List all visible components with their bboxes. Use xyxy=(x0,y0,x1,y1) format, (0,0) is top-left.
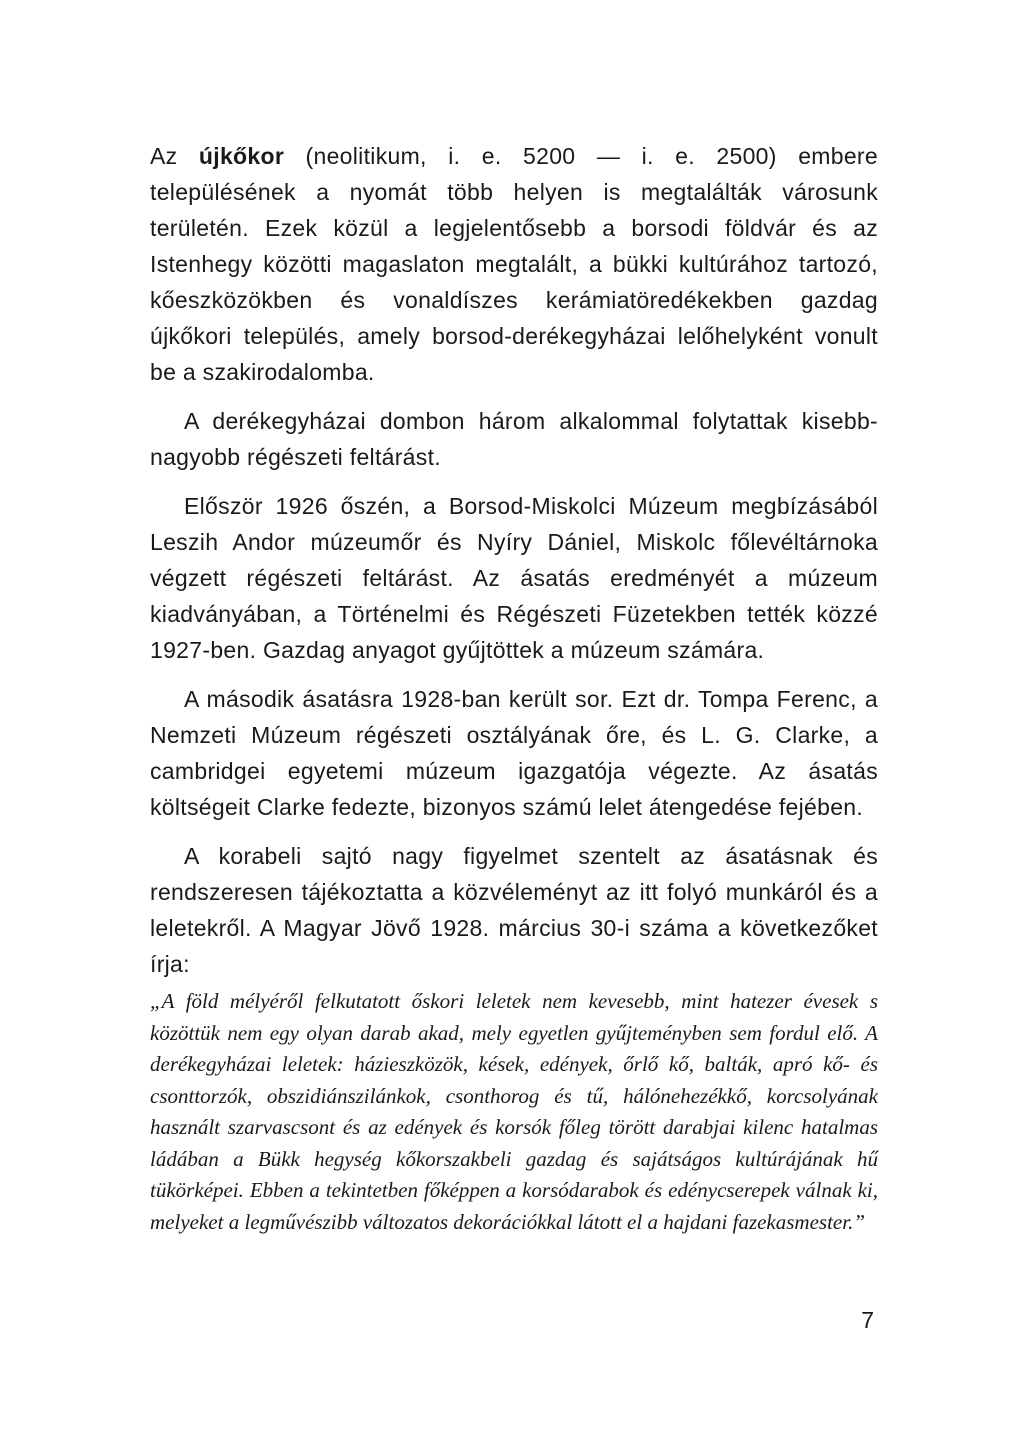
term-ujkokor: újkőkor xyxy=(198,143,285,169)
paragraph-intro-rest: (neolitikum, i. e. 5200 — i. e. 2500) embere településének a nyomát több helyen is megtalálták városunk területén. Ezek közül a legjelentősebb a borsodi földvár és az Istenhegy közötti magaslaton megtalált, a bükki kultúrához tartozó, kőeszközökben és vonaldíszes kerámiatöredékekben gazdag újkőkori település, amely borsod-derékegyházai lelőhelyként vonult be a szakirodalomba. xyxy=(150,143,878,385)
paragraph-press: A korabeli sajtó nagy figyelmet szentelt az ásatásnak és rendszeresen tájékoztatta a közvéleményt az itt folyó munkáról és a leletekről. A Magyar Jövő 1928. március 30-i száma a következőket írja: xyxy=(150,843,878,977)
newspaper-quote: „A föld mélyéről felkutatott őskori leletek nem kevesebb, mint hatezer évesek s közöttük nem egy olyan darab akad, mely egyetlen gyűjteményben sem fordul elő. A derékegyházai leletek: házieszközök, kések, edények, őrlő kő, balták, apró kő- és csonttorzók, obszidiánszilánkok, csonthorog és tű, hálónehezékkő, korcsolyának használt szarvascsont és az edények és korsók főleg törött darabjai kilenc hatalmas ládában a Bükk hegység kőkorszakbeli gazdag és sajátságos kultúrájának hű tükörképei. Ebben a tekintetben főképpen a korsódarabok és edénycserepek válnak ki, melyeket a legművészibb változatos dekorációkkal látott el a hajdani fazekasmester.” xyxy=(150,989,878,1234)
paragraph-second-excavation: A második ásatásra 1928-ban került sor. Ezt dr. Tompa Ferenc, a Nemzeti Múzeum régészeti osztályának őre, és L. G. Clarke, a cambridgei egyetemi múzeum igazgatója végezte. Az ásatás költségeit Clarke fedezte, bizonyos számú lelet átengedése fejében. xyxy=(150,686,878,820)
paragraph-intro xyxy=(150,138,878,390)
paragraph-excavations: A derékegyházai dombon három alkalommal folytattak kisebb-nagyobb régészeti feltárást. xyxy=(150,408,878,470)
paragraph-first-excavation: Először 1926 őszén, a Borsod-Miskolci Múzeum megbízásából Leszih Andor múzeumőr és Nyíry Dániel, Miskolc főlevéltárnoka végzett régészeti feltárást. Az ásatás eredményét a múzeum kiadványában, a Történelmi és Régészeti Füzetekben tették közzé 1927-ben. Gazdag anyagot gyűjtöttek a múzeum számára. xyxy=(150,493,878,663)
paragraph-intro-prefix: Az xyxy=(150,143,199,169)
page-number: 7 xyxy=(861,1307,874,1333)
page-body xyxy=(150,138,878,1238)
